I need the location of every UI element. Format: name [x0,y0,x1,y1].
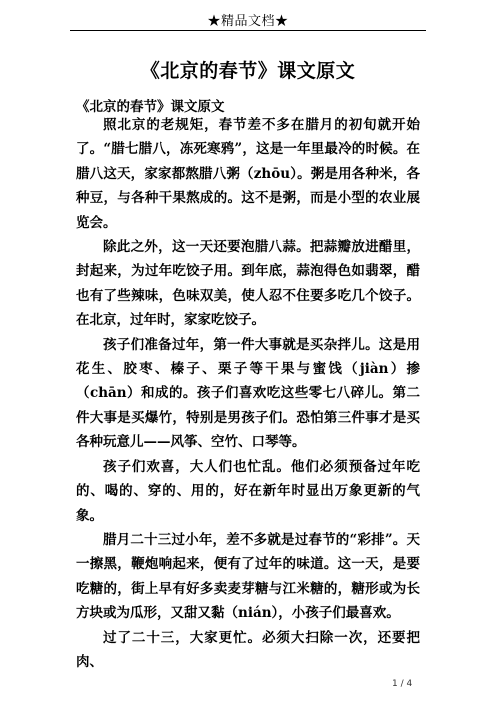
header-banner: ★精品文档★ [207,14,289,29]
paragraph: 照北京的老规矩，春节差不多在腊月的初旬就开始了。“腊七腊八，冻死寒鸦”，这是一年里最冷的时候。在腊八这天，家家都熬腊八粥（zhōu）。粥是用各种米，各种豆，与各种干果熬成的。这不是粥，而是小型的农业展览会。 [76,117,420,231]
paragraph: 腊月二十三过小年，差不多就是过春节的“彩排”。天一擦黑，鞭炮响起来，便有了过年的味道。这一天，是要吃糖的，街上早有好多卖麦芽糖与江米糖的，糖形或为长方块或为瓜形，又甜又黏（nián），小孩子们最喜欢。 [76,531,420,622]
header-divider [70,30,426,31]
document-body [76,113,420,674]
document-title: 《北京的春节》课文原文 [140,60,356,82]
paragraph: 孩子们准备过年，第一件大事就是买杂拌儿。这是用花生、胶枣、榛子、栗子等干果与蜜饯（jiàn）掺（chān）和成的。孩子们喜欢吃这些零七八碎儿。第二件大事是买爆竹，特别是男孩子们。恐怕第三件事才是买各种玩意儿——风筝、空竹、口琴等。 [76,336,420,451]
page-number: 1 / 4 [392,679,413,689]
paragraph: 孩子们欢喜，大人们也忙乱。他们必须预备过年吃的、喝的、穿的、用的，好在新年时显出万象更新的气象。 [76,458,420,524]
document-subtitle: 《北京的春节》课文原文 [76,99,225,115]
paragraph: 过了二十三，大家更忙。必须大扫除一次，还要把肉、 [76,629,420,670]
paragraph: 除此之外，这一天还要泡腊八蒜。把蒜瓣放进醋里，封起来，为过年吃饺子用。到年底，蒜泡得色如翡翠，醋也有了些辣味，色味双美，使人忍不住要多吃几个饺子。在北京，过年时，家家吃饺子。 [76,239,420,329]
